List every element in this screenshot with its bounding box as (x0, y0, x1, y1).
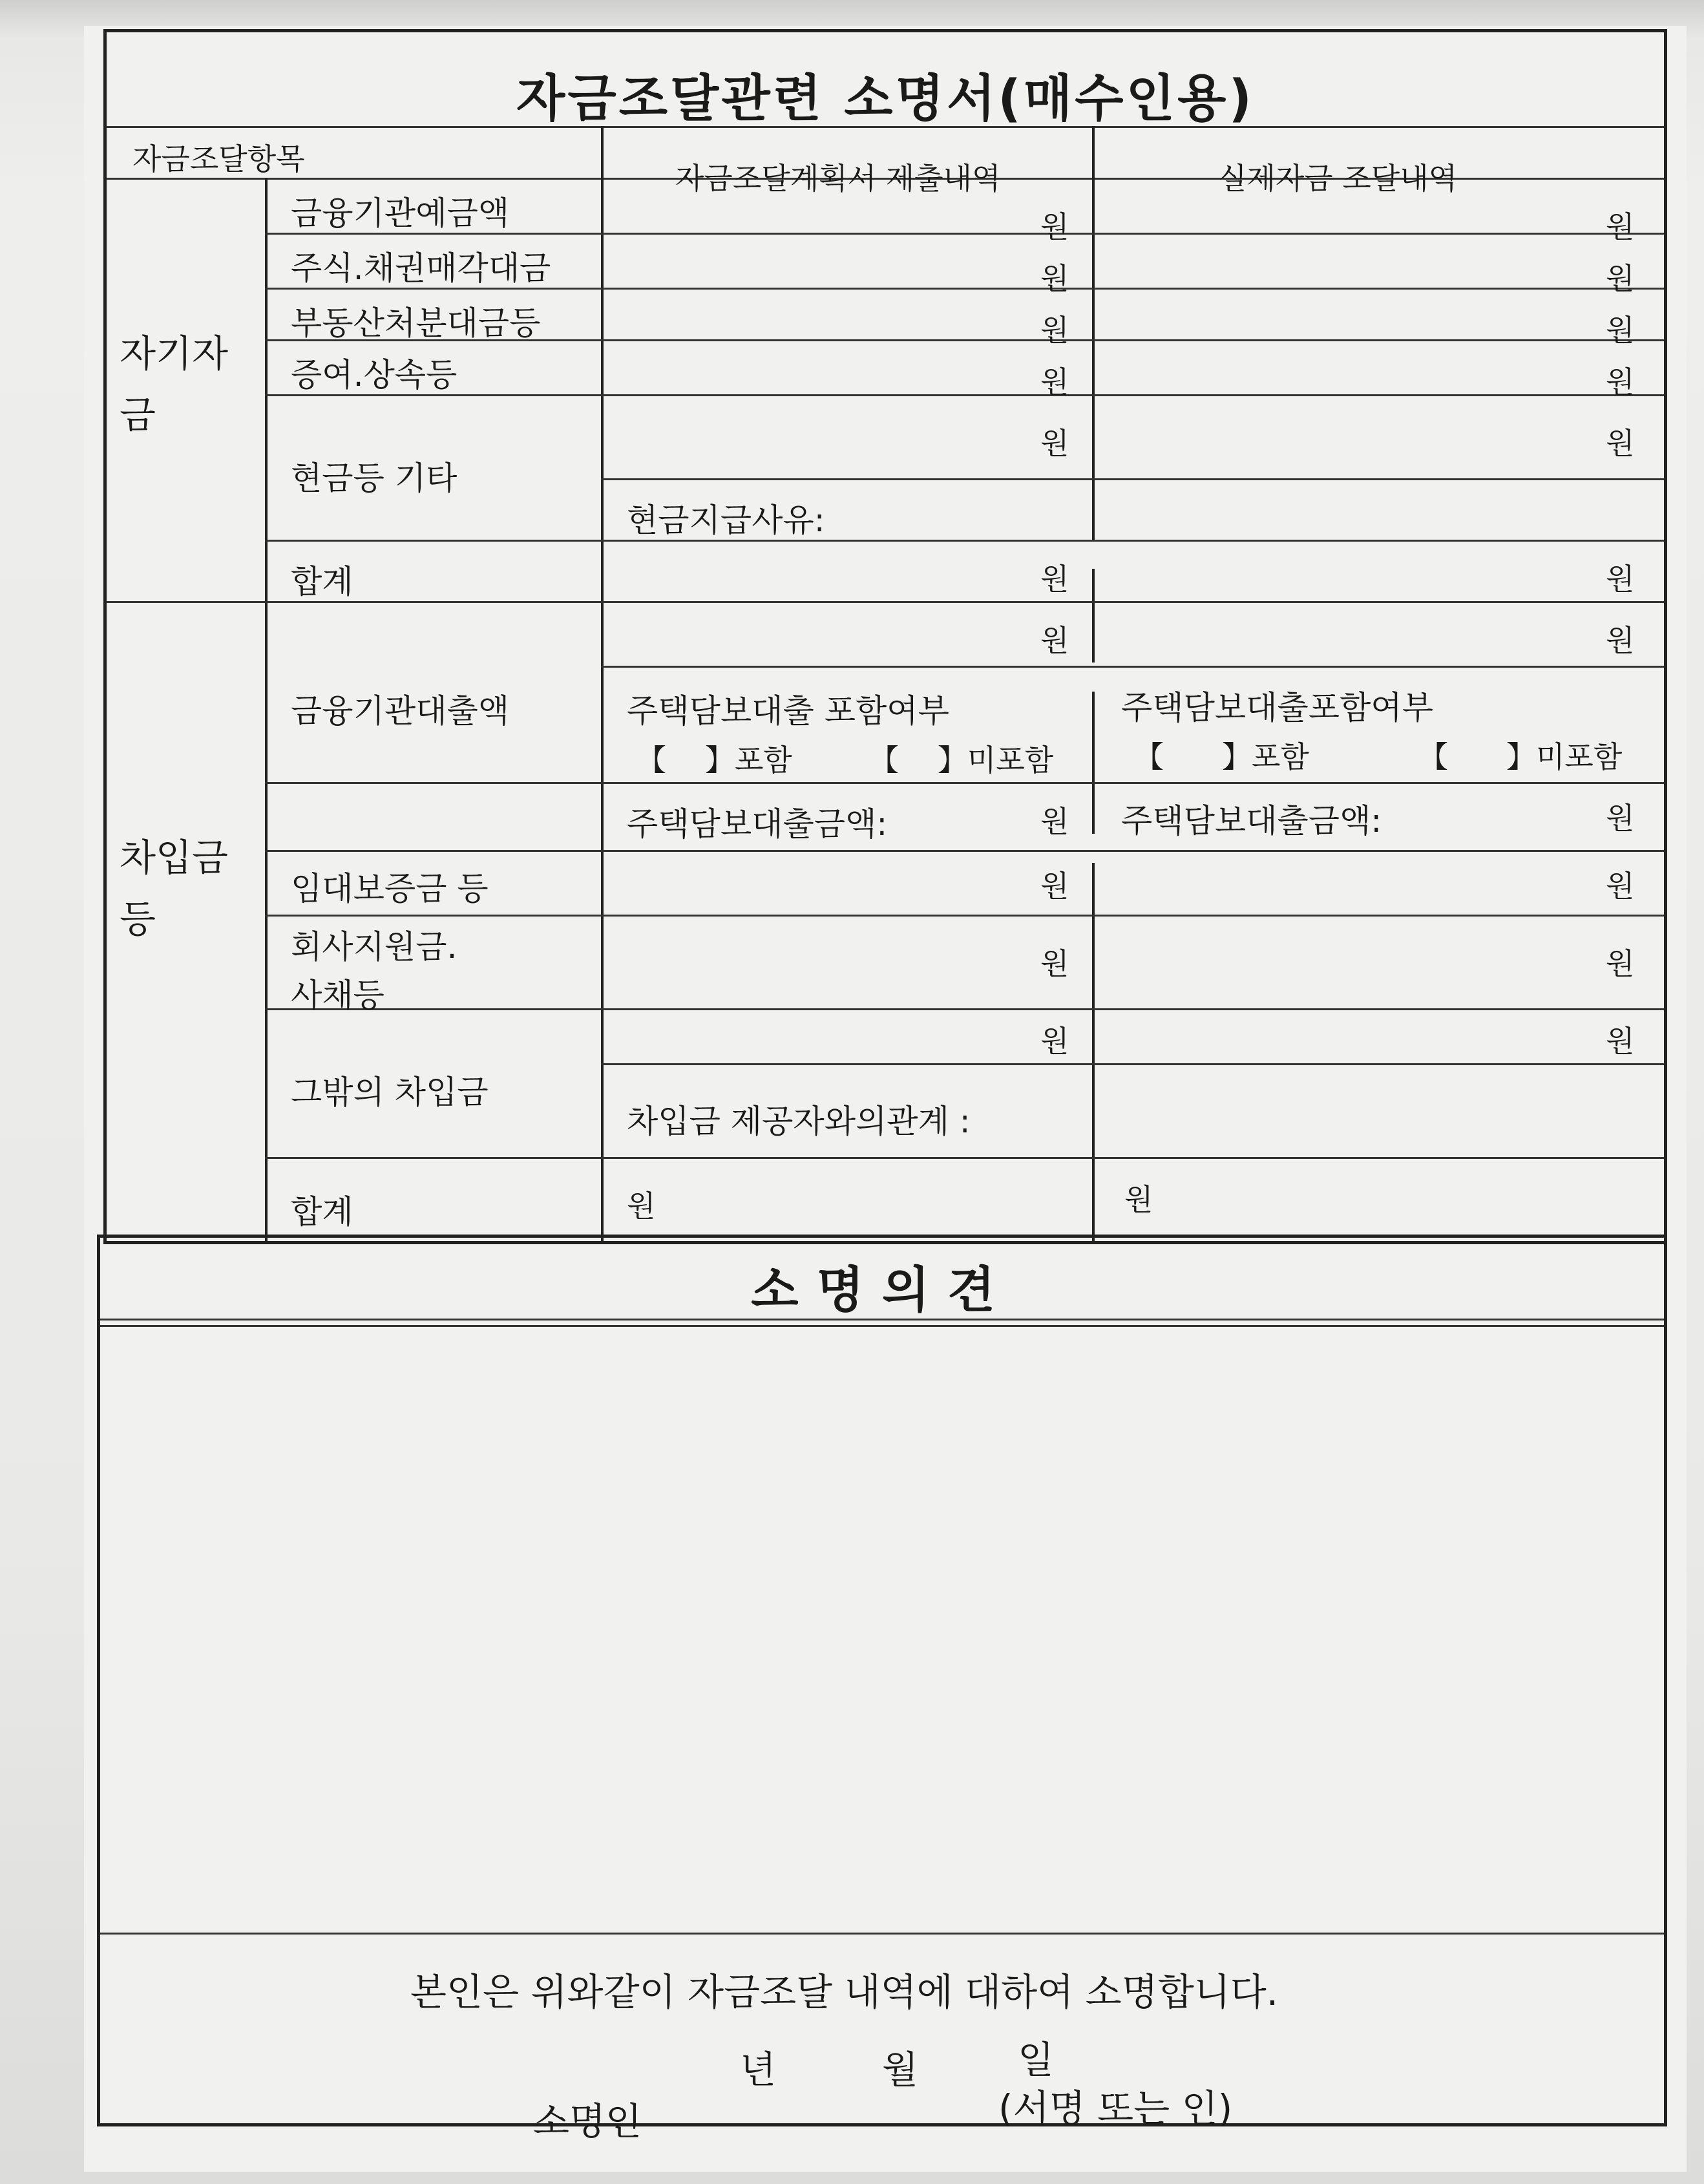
divider (601, 478, 1664, 480)
company-support-label: 회사지원금. (291, 928, 458, 966)
won-unit: 원 (1606, 623, 1635, 658)
won-unit: 원 (1606, 869, 1635, 904)
divider (265, 850, 1664, 852)
mortgage-included-actual: 주택담보대출포함여부 (1121, 689, 1433, 726)
own-funds-group-label-2: 금 (120, 393, 156, 437)
signer-label: 소명인 (533, 2099, 642, 2143)
divider (265, 178, 268, 1244)
exclude-checkbox-actual[interactable] (1418, 734, 1622, 776)
divider (265, 1157, 1664, 1159)
date-year-label: 년 (740, 2048, 777, 2092)
form-title: 자금조달관련 소명서(매수인용) (516, 70, 1254, 128)
divider (1092, 126, 1095, 540)
opinion-title: 소명의견 (751, 1261, 1013, 1319)
divider (100, 1325, 1664, 1327)
won-unit: 원 (1606, 313, 1635, 348)
won-unit: 원 (1040, 313, 1069, 348)
exclude-checkbox-plan[interactable] (869, 737, 1053, 779)
deposit-label: 임대보증금 등 (291, 870, 489, 907)
divider (1092, 692, 1095, 834)
won-unit: 원 (1606, 1024, 1635, 1059)
category-header: 자금조달항목 (132, 142, 305, 176)
won-unit: 원 (1606, 261, 1635, 296)
won-unit: 원 (1040, 1024, 1069, 1059)
include-label: 】포함 (1222, 739, 1309, 774)
borrowed-total-label: 합계 (291, 1193, 353, 1231)
won-unit: 원 (1124, 1182, 1153, 1217)
won-unit: 원 (627, 1189, 656, 1224)
divider (265, 394, 1664, 396)
won-unit: 원 (1040, 946, 1069, 981)
won-unit: 원 (1606, 209, 1635, 244)
opinion-text-area[interactable] (107, 1331, 1657, 1926)
own-fund-item-securities: 주식.채권매각대금 (291, 249, 551, 287)
own-fund-item-cash: 현금등 기타 (291, 460, 458, 497)
date-month-label: 월 (882, 2048, 919, 2092)
own-funds-group-label: 자기자 (120, 332, 229, 376)
won-unit: 원 (1606, 946, 1635, 981)
cash-reason-label: 현금지급사유: (627, 502, 825, 539)
mortgage-amount-actual: 주택담보대출금액: (1121, 802, 1382, 840)
signature-note[interactable]: (서명 또는 인) (998, 2086, 1233, 2130)
won-unit: 원 (1606, 365, 1635, 399)
divider (601, 126, 604, 1244)
divider (265, 1008, 1664, 1010)
mortgage-included-plan: 주택담보대출 포함여부 (627, 692, 949, 730)
won-unit: 원 (1606, 562, 1635, 597)
won-unit: 원 (1040, 209, 1069, 244)
divider (265, 540, 1664, 542)
loan-label: 금융기관대출액 (291, 692, 510, 730)
borrowed-group-label-2: 등 (120, 897, 156, 941)
divider (107, 126, 1664, 128)
opinion-section (97, 1235, 1667, 2143)
won-unit: 원 (1040, 426, 1069, 461)
lender-relation-label: 차입금 제공자와의관계 : (627, 1103, 971, 1140)
won-unit: 원 (1606, 801, 1635, 836)
include-label: 】포함 (705, 743, 792, 778)
funding-form-table (103, 29, 1667, 1244)
divider (100, 1319, 1664, 1320)
divider (601, 666, 1664, 668)
plan-column-header: 자금조달계획서 제출내역 (675, 161, 1001, 196)
exclude-label: 】미포함 (938, 743, 1054, 778)
bracket-open: 【 (1418, 739, 1448, 774)
company-support-label-2: 사채등 (291, 977, 384, 1014)
won-unit: 원 (1040, 562, 1069, 597)
won-unit: 원 (1040, 869, 1069, 904)
own-fund-item-deposit: 금융기관예금액 (291, 195, 510, 232)
divider (1092, 569, 1095, 663)
divider (265, 782, 1664, 784)
bracket-open: 【 (636, 743, 666, 778)
own-fund-item-gift: 증여.상속등 (291, 356, 458, 394)
divider (1092, 863, 1095, 1244)
actual-column-header: 실제자금 조달내역 (1218, 161, 1458, 196)
won-unit: 원 (1040, 365, 1069, 399)
won-unit: 원 (1040, 261, 1069, 296)
won-unit: 원 (1040, 804, 1069, 839)
date-day-label: 일 (1018, 2038, 1055, 2082)
won-unit: 원 (1606, 426, 1635, 461)
bracket-open: 【 (869, 743, 899, 778)
mortgage-amount-plan: 주택담보대출금액: (627, 805, 888, 843)
declaration-statement: 본인은 위와같이 자금조달 내역에 대하여 소명합니다. (410, 1970, 1279, 2014)
own-fund-item-total: 합계 (291, 563, 353, 600)
other-borrowing-label: 그밖의 차입금 (291, 1074, 489, 1111)
own-fund-item-real-estate: 부동산처분대금등 (291, 304, 541, 342)
bracket-open: 【 (1134, 739, 1164, 774)
won-unit: 원 (1040, 623, 1069, 658)
divider (265, 915, 1664, 917)
include-checkbox-actual[interactable] (1134, 734, 1309, 776)
divider (100, 1933, 1664, 1935)
exclude-label: 】미포함 (1506, 739, 1623, 774)
borrowed-group-label: 차입금 (120, 836, 229, 880)
divider (601, 1063, 1664, 1065)
include-checkbox-plan[interactable] (636, 737, 792, 779)
